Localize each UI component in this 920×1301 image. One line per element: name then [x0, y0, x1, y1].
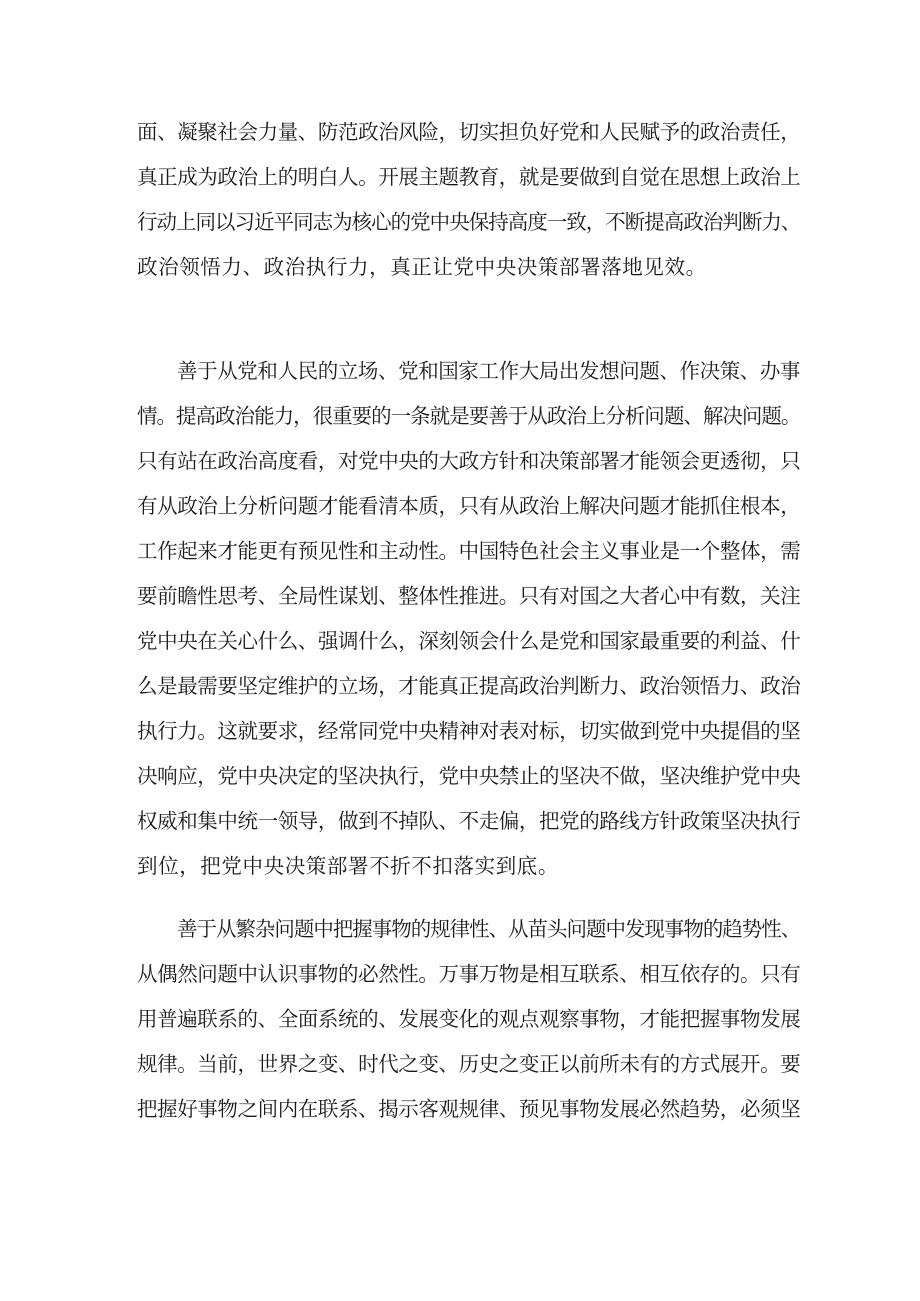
paragraph-2-line-5: 工作起来才能更有预见性和主动性。中国特色社会主义事业是一个整体，需 [137, 539, 801, 563]
paragraph-3-line-1: 善于从繁杂问题中把握事物的规律性、从苗头问题中发现事物的趋势性、 [177, 917, 801, 941]
paragraph-1-line-3: 行动上同以习近平同志为核心的党中央保持高度一致，不断提高政治判断力、 [137, 210, 801, 234]
paragraph-1-line-4: 政治领悟力、政治执行力，真正让党中央决策部署落地见效。 [137, 255, 707, 279]
paragraph-1-line-1: 面、凝聚社会力量、防范政治风险，切实担负好党和人民赋予的政治责任， [137, 120, 801, 144]
paragraph-3-line-5: 把握好事物之间内在联系、揭示客观规律、预见事物发展必然趋势，必须坚 [137, 1097, 801, 1121]
paragraph-2-line-3: 只有站在政治高度看，对党中央的大政方针和决策部署才能领会更透彻，只 [137, 449, 801, 473]
paragraph-2-line-10: 决响应，党中央决定的坚决执行，党中央禁止的坚决不做，坚决维护党中央 [137, 764, 801, 788]
paragraph-2-line-8: 么是最需要坚定维护的立场，才能真正提高政治判断力、政治领悟力、政治 [137, 674, 801, 698]
paragraph-2-line-1: 善于从党和人民的立场、党和国家工作大局出发想问题、作决策、办事 [177, 359, 801, 383]
paragraph-3-line-4: 规律。当前，世界之变、时代之变、历史之变正以前所未有的方式展开。要 [137, 1052, 801, 1076]
paragraph-2-line-12: 到位，把党中央决策部署不折不扣落实到底。 [137, 854, 559, 878]
paragraph-2-line-9: 执行力。这就要求，经常同党中央精神对表对标，切实做到党中央提倡的坚 [137, 719, 801, 743]
paragraph-2-line-2: 情。提高政治能力，很重要的一条就是要善于从政治上分析问题、解决问题。 [137, 404, 801, 428]
paragraph-2-line-11: 权威和集中统一领导，做到不掉队、不走偏，把党的路线方针政策坚决执行 [137, 809, 801, 833]
paragraph-2-line-6: 要前瞻性思考、全局性谋划、整体性推进。只有对国之大者心中有数，关注 [137, 584, 801, 608]
paragraph-2-line-7: 党中央在关心什么、强调什么，深刻领会什么是党和国家最重要的利益、什 [137, 629, 801, 653]
paragraph-1-line-2: 真正成为政治上的明白人。开展主题教育，就是要做到自觉在思想上政治上 [137, 165, 801, 189]
paragraph-3-line-2: 从偶然问题中认识事物的必然性。万事万物是相互联系、相互依存的。只有 [137, 962, 801, 986]
paragraph-3-line-3: 用普遍联系的、全面系统的、发展变化的观点观察事物，才能把握事物发展 [137, 1007, 801, 1031]
paragraph-2-line-4: 有从政治上分析问题才能看清本质，只有从政治上解决问题才能抓住根本， [137, 494, 801, 518]
